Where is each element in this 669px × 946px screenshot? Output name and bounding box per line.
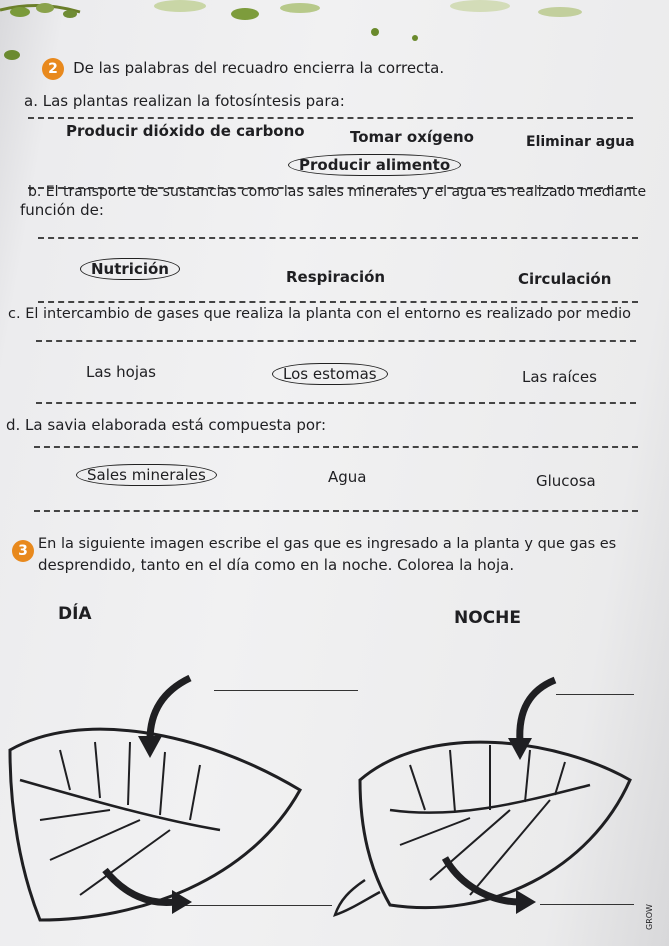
- option-a-3[interactable]: Eliminar agua: [526, 134, 635, 150]
- exercise-2-instruction: De las palabras del recuadro encierra la correcta.: [73, 59, 445, 77]
- option-c-2-circled[interactable]: Los estomas: [272, 363, 388, 385]
- option-a-4-circled[interactable]: Producir alimento: [288, 154, 461, 176]
- option-b-3[interactable]: Circulación: [518, 270, 612, 288]
- question-d: d. La savia elaborada está compuesta por:: [6, 416, 327, 434]
- option-d-1-circled[interactable]: Sales minerales: [76, 464, 217, 486]
- option-c-3[interactable]: Las raíces: [522, 368, 597, 386]
- exercise-number-badge: 3: [12, 540, 34, 562]
- night-leaf-illustration[interactable]: [330, 670, 640, 946]
- night-label: NOCHE: [454, 608, 521, 628]
- option-d-3[interactable]: Glucosa: [536, 472, 596, 490]
- question-a: a. Las plantas realizan la fotosíntesis para:: [24, 92, 345, 110]
- brand-logo: GROW: [645, 904, 654, 930]
- exercise-2-header: [42, 58, 444, 80]
- option-c-1[interactable]: Las hojas: [86, 363, 156, 381]
- question-c: c. El intercambio de gases que realiza la planta con el entorno es realizado por medio: [8, 306, 631, 322]
- exercise-number-badge: 2: [42, 58, 64, 80]
- exercise-3-instruction-line2: desprendido, tanto en el día como en la noche. Colorea la hoja.: [38, 556, 515, 574]
- question-b-line1: b. El transporte de sustancias como las sales minerales y el agua es realizado mediante: [28, 184, 647, 200]
- option-a-2[interactable]: Tomar oxígeno: [350, 128, 474, 146]
- day-label: DÍA: [58, 604, 92, 624]
- day-leaf-illustration[interactable]: [0, 670, 340, 946]
- option-d-2[interactable]: Agua: [328, 468, 367, 486]
- option-a-1[interactable]: Producir dióxido de carbono: [66, 122, 305, 140]
- exercise-3-instruction-line1: En la siguiente imagen escribe el gas que es ingresado a la planta y que gas es: [38, 536, 617, 552]
- decorative-leaves-border: [0, 0, 669, 60]
- option-b-1-circled[interactable]: Nutrición: [80, 258, 180, 280]
- question-b-line2: función de:: [20, 201, 104, 219]
- night-arrow-in-icon: [520, 680, 555, 742]
- exercise-3-header: [12, 540, 34, 562]
- day-arrow-in-icon: [150, 678, 190, 740]
- option-b-2[interactable]: Respiración: [286, 268, 386, 286]
